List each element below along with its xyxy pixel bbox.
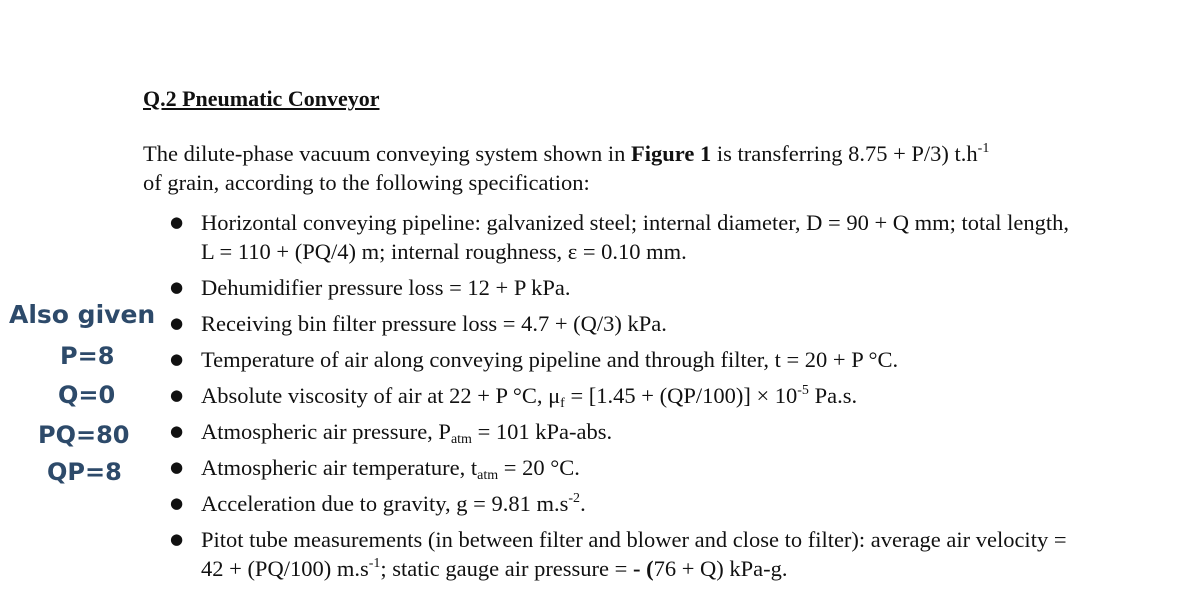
given-value: Q=0 xyxy=(58,381,116,409)
figure-reference: Figure 1 xyxy=(631,141,712,166)
specification-list xyxy=(170,208,1080,590)
spec-gravity: ● Acceleration due to gravity, g = 9.81 $m.s^{-2}$. xyxy=(170,489,1080,518)
spec-temperature: ● Temperature of air along conveying pipeline and through filter, t = 20 + P °C. xyxy=(170,345,1080,374)
spec-pitot: ● Pitot tube measurements (in between filter and blower and close to filter): average air velocity = 42 + (PQ/100) $m.s^{-1}$; static gauge air pressure = - (76 + Q) kPa-g. xyxy=(170,525,1080,583)
given-value: P=8 xyxy=(60,342,115,370)
given-value: PQ=80 xyxy=(38,421,130,449)
intro-exponent: -1 xyxy=(977,141,990,156)
spec-dehumidifier: ● Dehumidifier pressure loss = 12 + P kPa. xyxy=(170,273,1080,302)
spec-pipeline: ● Horizontal conveying pipeline: galvanized steel; internal diameter, D = 90 + Q mm; total length, L = 110 + (PQ/4) m; internal roughness, ε = 0.10 mm. xyxy=(170,208,1080,266)
intro-text-1: The dilute-phase vacuum conveying system shown in xyxy=(143,141,632,166)
question-heading: Q.2 Pneumatic Conveyor xyxy=(143,86,380,111)
given-value: QP=8 xyxy=(47,458,122,486)
intro-line-1 xyxy=(143,139,1083,168)
intro-paragraph xyxy=(143,139,1083,197)
given-title: Also given xyxy=(9,300,156,329)
intro-text-2: is transferring 8.75 + P/3) t.h xyxy=(711,141,978,166)
spec-filter: ● Receiving bin filter pressure loss = 4.7 + (Q/3) kPa. xyxy=(170,309,1080,338)
spec-atm-temperature: ● Atmospheric air temperature, $t_{atm} = 20$ °C. xyxy=(170,453,1080,482)
intro-line-2: of grain, according to the following specification: xyxy=(143,170,590,195)
spec-viscosity: ● Absolute viscosity of air at 22 + P °C, $\mu_f = [1.45 + (QP/100)] \times 10^{-5}$ Pa.s. xyxy=(170,381,1080,410)
spec-atm-pressure: ● Atmospheric air pressure, $P_{atm} = 101$ kPa-abs. xyxy=(170,417,1080,446)
